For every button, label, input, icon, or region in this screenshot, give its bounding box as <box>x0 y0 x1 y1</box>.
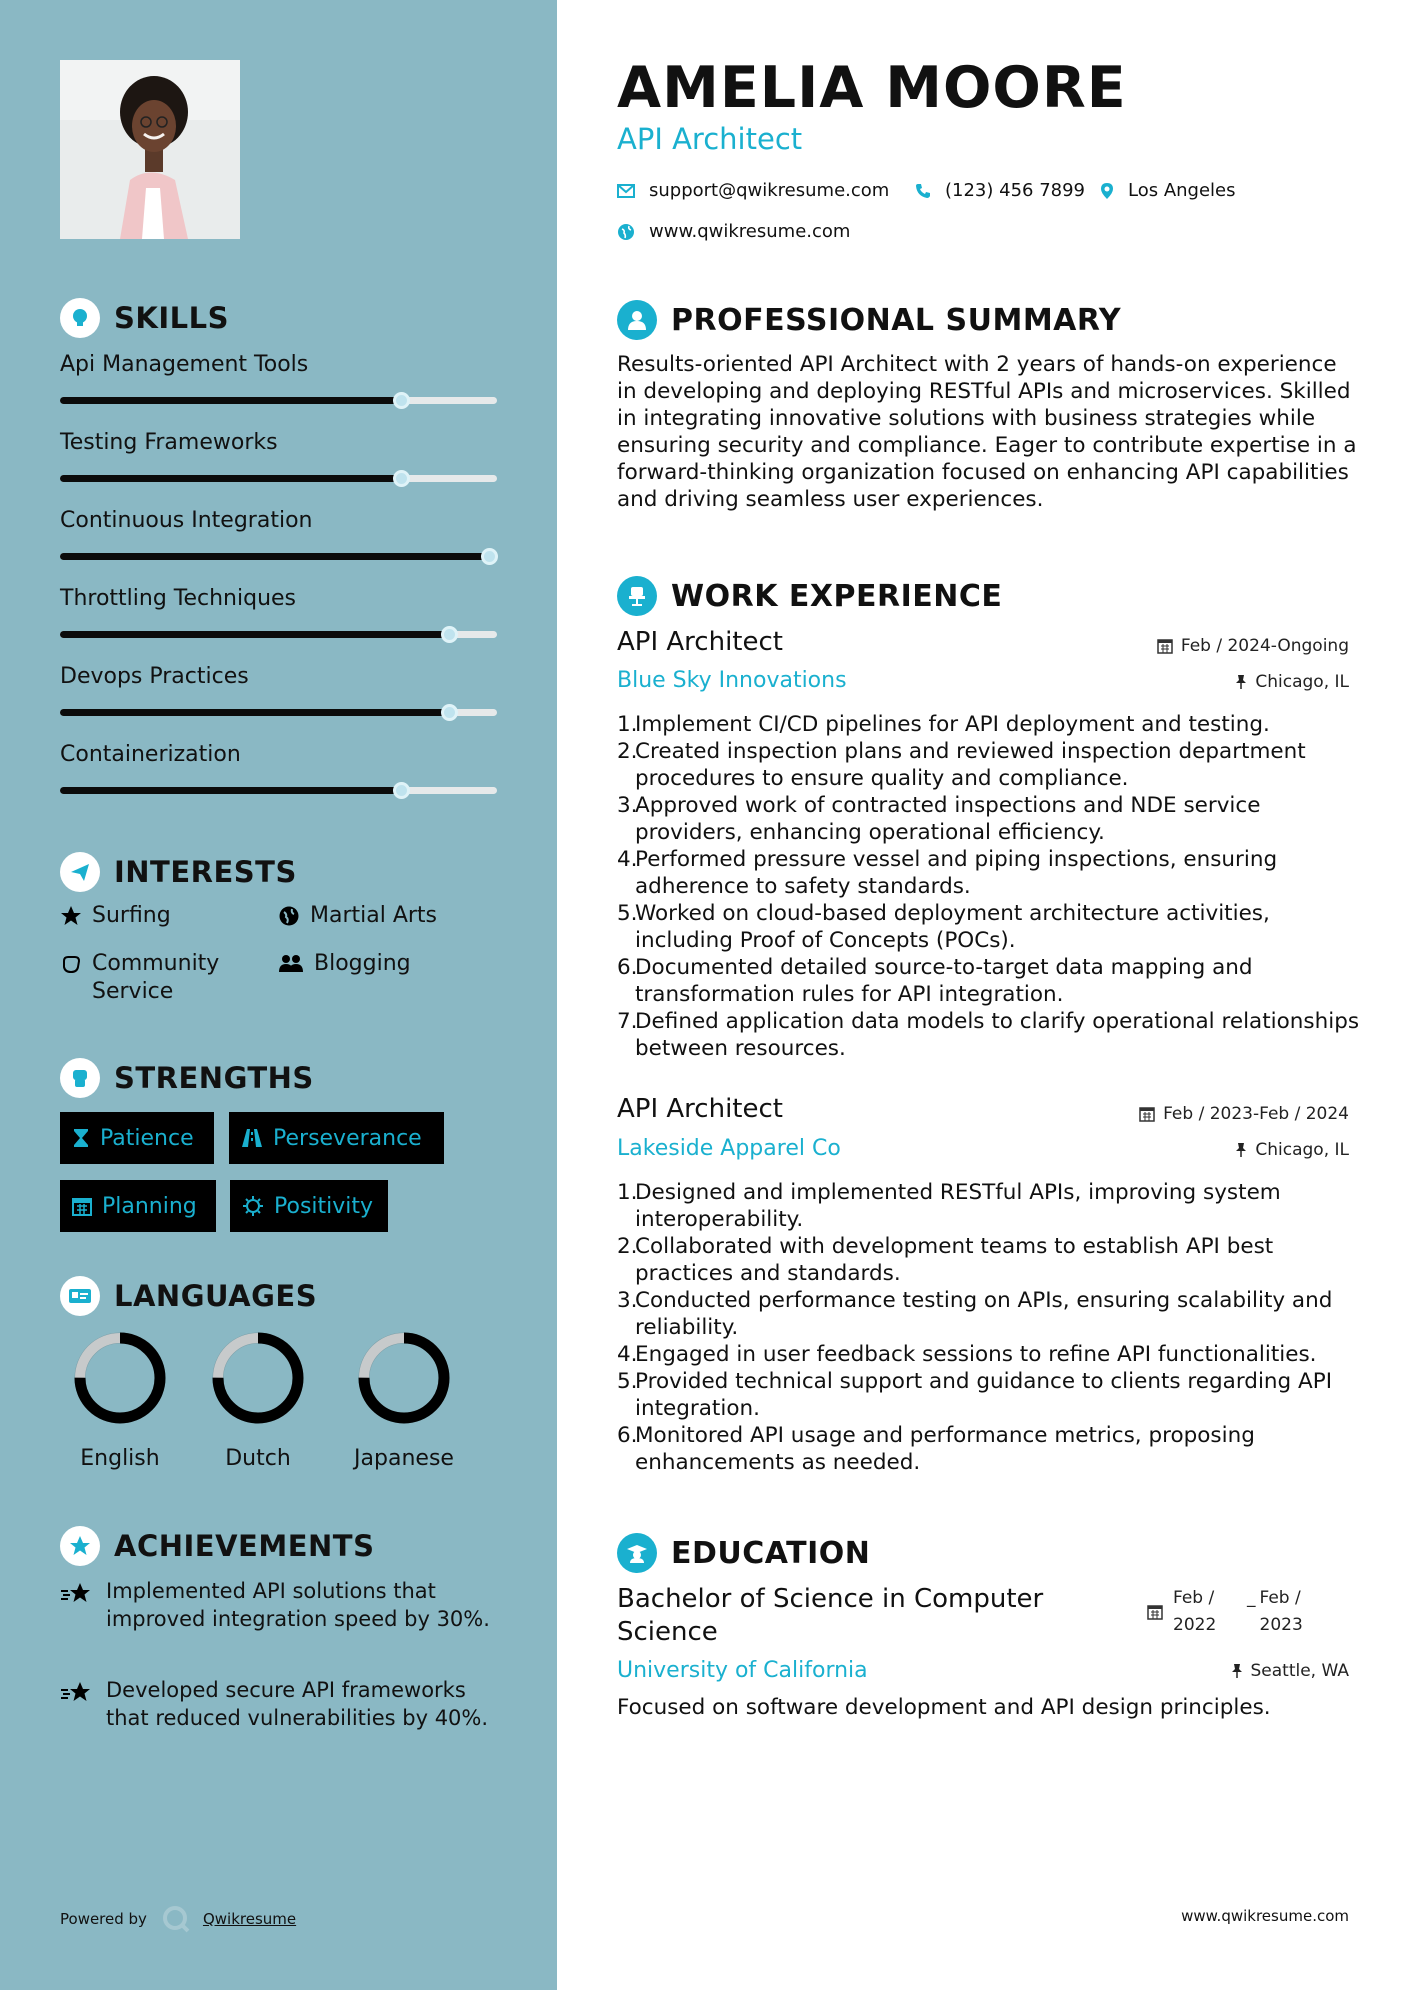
education-location: Seattle, WA <box>1231 1661 1350 1681</box>
achievement-item: Developed secure API frameworks that reduced vulnerabilities by 40%. <box>60 1676 500 1732</box>
education-heading: EDUCATION <box>617 1533 870 1573</box>
language-donut <box>210 1330 306 1426</box>
skill-bar-knob <box>393 782 410 799</box>
skill-bar-knob <box>393 392 410 409</box>
language-label: English <box>80 1446 160 1471</box>
job-company: Blue Sky Innovations <box>617 668 847 693</box>
job-dates: Feb / 2023-Feb / 2024 <box>1139 1104 1349 1124</box>
education-dates: Feb / 2022 _ Feb / 2023 <box>1147 1585 1316 1639</box>
globe-icon <box>278 905 300 927</box>
qwikresume-link[interactable]: Qwikresume <box>202 1910 297 1928</box>
skill-label: Api Management Tools <box>60 352 309 377</box>
job-role: API Architect <box>617 627 783 657</box>
language-label: Dutch <box>225 1446 291 1471</box>
footer-website[interactable]: www.qwikresume.com <box>1181 1907 1349 1925</box>
candidate-title: API Architect <box>617 122 803 156</box>
phone-icon <box>915 183 931 199</box>
skill-label: Devops Practices <box>60 664 249 689</box>
skill-label: Testing Frameworks <box>60 430 278 455</box>
strength-tag: Planning <box>60 1180 216 1232</box>
language-donut <box>72 1330 168 1426</box>
job-role: API Architect <box>617 1094 783 1124</box>
interests-heading: INTERESTS <box>60 852 297 892</box>
duty-item: 5. Worked on cloud-based deployment architecture activities, including Proof of Concepts (POCs). <box>617 901 1270 953</box>
strength-tag: Patience <box>60 1112 214 1164</box>
road-icon <box>241 1128 263 1148</box>
language-item <box>188 1330 328 1471</box>
education-school: University of California <box>617 1658 868 1683</box>
interest-item: Blogging <box>278 950 411 978</box>
education-degree: Bachelor of Science in Computer Science <box>617 1584 1044 1647</box>
languages-heading: LANGUAGES <box>60 1276 317 1316</box>
skill-label: Continuous Integration <box>60 508 313 533</box>
office-chair-icon <box>617 576 657 616</box>
duty-item: 2. Collaborated with development teams to establish API best practices and standards. <box>617 1234 1274 1286</box>
duty-item: 6. Monitored API usage and performance metrics, proposing enhancements as needed. <box>617 1423 1255 1475</box>
contact-website[interactable]: www.qwikresume.com <box>617 221 850 242</box>
job-location: Chicago, IL <box>1235 1140 1349 1160</box>
calendar-icon <box>1147 1604 1163 1620</box>
duty-item: 3. Approved work of contracted inspections and NDE service providers, enhancing operational efficiency. <box>617 793 1261 845</box>
contact-location: Los Angeles <box>1100 180 1236 201</box>
qwikresume-logo-icon <box>161 1904 191 1934</box>
skill-bar-knob <box>441 704 458 721</box>
skill-bar-knob <box>481 548 498 565</box>
candidate-name: AMELIA MOORE <box>617 55 1127 121</box>
job-location: Chicago, IL <box>1235 672 1349 692</box>
contact-email[interactable]: support@qwikresume.com <box>617 180 889 201</box>
star-badge-icon <box>60 1526 100 1566</box>
duty-item: 5. Provided technical support and guidance to clients regarding API integration. <box>617 1369 1333 1421</box>
skill-bar <box>60 475 497 482</box>
calendar-icon <box>72 1196 92 1216</box>
job-duties <box>617 711 1367 1062</box>
skill-label: Throttling Techniques <box>60 586 297 611</box>
interest-item: Martial Arts <box>278 902 437 930</box>
lightbulb-icon <box>60 298 100 338</box>
hand-icon <box>60 953 82 975</box>
achievements-heading: ACHIEVEMENTS <box>60 1526 374 1566</box>
summary-heading: PROFESSIONAL SUMMARY <box>617 300 1121 340</box>
summary-text: Results-oriented API Architect with 2 years of hands-on experience in developing and deploying RESTful APIs and microservices. Skilled in integrating innovative solutions with business strategies while ensuring security and compliance. Eager to contribute expertise in a forward-thinking organization focused on enhancing API capabilities and driving seamless user experiences. <box>617 352 1357 512</box>
contact-phone[interactable]: (123) 456 7899 <box>915 180 1085 201</box>
skill-bar-fill <box>60 397 401 404</box>
graduate-icon <box>617 1533 657 1573</box>
duty-item: 6. Documented detailed source-to-target data mapping and transformation rules for API integration. <box>617 955 1253 1007</box>
language-item <box>334 1330 474 1471</box>
map-pin-icon <box>1100 182 1114 200</box>
skill-bar <box>60 631 497 638</box>
language-item <box>50 1330 190 1471</box>
skill-bar <box>60 553 497 560</box>
users-icon <box>278 953 304 975</box>
pushpin-icon <box>1231 1663 1243 1679</box>
paper-plane-icon <box>60 852 100 892</box>
duty-item: 2. Created inspection plans and reviewed inspection department procedures to ensure quality and compliance. <box>617 739 1306 791</box>
strength-tag: Positivity <box>230 1180 388 1232</box>
strength-tag: Perseverance <box>229 1112 444 1164</box>
skills-heading: SKILLS <box>60 298 229 338</box>
envelope-icon <box>617 184 635 198</box>
shooting-star-icon <box>60 1581 94 1605</box>
duty-item: 4. Engaged in user feedback sessions to refine API functionalities. <box>617 1342 1317 1367</box>
job-company: Lakeside Apparel Co <box>617 1136 841 1161</box>
skill-bar-fill <box>60 787 401 794</box>
skill-bar-knob <box>393 470 410 487</box>
calendar-icon <box>1157 638 1173 654</box>
duty-item: 7. Defined application data models to clarify operational relationships between resources. <box>617 1009 1360 1061</box>
skill-label: Containerization <box>60 742 241 767</box>
experience-heading: WORK EXPERIENCE <box>617 576 1002 616</box>
education-description: Focused on software development and API design principles. <box>617 1695 1271 1720</box>
job-duties <box>617 1179 1367 1476</box>
duty-item: 3. Conducted performance testing on APIs, ensuring scalability and reliability. <box>617 1288 1333 1340</box>
id-card-icon <box>60 1276 100 1316</box>
shooting-star-icon <box>60 1680 94 1704</box>
skill-bar <box>60 397 497 404</box>
strengths-heading: STRENGTHS <box>60 1058 314 1098</box>
sidebar <box>0 0 557 1990</box>
duty-item: 1. Implement CI/CD pipelines for API deployment and testing. <box>617 712 1270 737</box>
skill-bar-fill <box>60 631 449 638</box>
interest-item: Community Service <box>60 950 260 1006</box>
sun-icon <box>242 1195 264 1217</box>
skill-bar-fill <box>60 709 449 716</box>
skill-bar <box>60 709 497 716</box>
powered-by: Powered by Qwikresume <box>60 1904 296 1934</box>
job-dates: Feb / 2024-Ongoing <box>1157 636 1349 656</box>
duty-item: 4. Performed pressure vessel and piping inspections, ensuring adherence to safety standards. <box>617 847 1278 899</box>
language-label: Japanese <box>354 1446 454 1471</box>
pushpin-icon <box>1235 1142 1247 1158</box>
achievement-item: Implemented API solutions that improved integration speed by 30%. <box>60 1577 500 1633</box>
star-icon <box>60 905 82 927</box>
fist-icon <box>60 1058 100 1098</box>
pushpin-icon <box>1235 674 1247 690</box>
user-icon <box>617 300 657 340</box>
skill-bar-knob <box>441 626 458 643</box>
skill-bar-fill <box>60 475 401 482</box>
skill-bar-fill <box>60 553 497 560</box>
skill-bar <box>60 787 497 794</box>
globe-icon <box>617 223 635 241</box>
interest-item: Surfing <box>60 902 171 930</box>
hourglass-icon <box>72 1128 90 1148</box>
duty-item: 1. Designed and implemented RESTful APIs, improving system interoperability. <box>617 1180 1281 1232</box>
profile-photo <box>60 60 240 239</box>
calendar-icon <box>1139 1106 1155 1122</box>
language-donut <box>356 1330 452 1426</box>
